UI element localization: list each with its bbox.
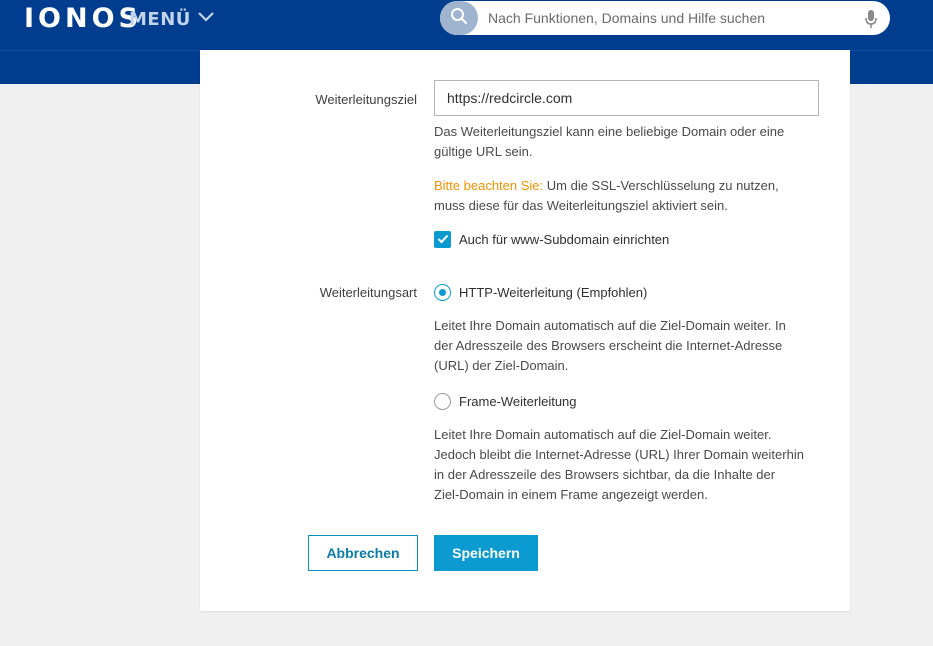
http-forwarding-description	[434, 316, 824, 376]
http-forwarding-label[interactable]: HTTP-Weiterleitung (Empfohlen)	[459, 285, 648, 300]
description-line: Jedoch bleibt die Internet-Adresse (URL) Ihrer Domain weiterhin	[434, 447, 804, 462]
http-forwarding-radio[interactable]	[434, 284, 451, 301]
description-line: Ziel-Domain in einem Frame angezeigt werden.	[434, 487, 708, 502]
ssl-notice	[434, 176, 824, 216]
ssl-notice-text: Um die SSL-Verschlüsselung zu nutzen,	[546, 178, 779, 193]
type-label: Weiterleitungsart	[319, 285, 417, 300]
microphone-icon[interactable]	[864, 9, 878, 29]
frame-forwarding-radio[interactable]	[434, 393, 451, 410]
search-icon	[450, 7, 468, 30]
menu-label: MENÜ	[129, 8, 191, 30]
target-help-line: gültige URL sein.	[434, 144, 533, 159]
target-help-line: Das Weiterleitungsziel kann eine beliebige Domain oder eine	[434, 124, 785, 139]
ssl-notice-line	[434, 176, 824, 196]
description-line: Leitet Ihre Domain automatisch auf die Ziel-Domain weiter.	[434, 427, 772, 442]
target-url-input[interactable]	[434, 80, 819, 116]
search-button[interactable]	[440, 1, 478, 35]
menu-button[interactable]	[129, 6, 215, 32]
search-bar	[440, 1, 890, 35]
ssl-notice-line: muss diese für das Weiterleitungsziel aktiviert sein.	[434, 198, 728, 213]
description-line: (URL) der Ziel-Domain.	[434, 358, 569, 373]
description-line: der Adresszeile des Browsers erscheint die Internet-Adresse	[434, 338, 783, 353]
ionos-logo[interactable]: IONOS	[24, 3, 142, 34]
www-subdomain-label[interactable]: Auch für www-Subdomain einrichten	[459, 232, 670, 247]
www-subdomain-checkbox[interactable]	[434, 231, 451, 248]
description-line: Leitet Ihre Domain automatisch auf die Ziel-Domain weiter. In	[434, 318, 786, 333]
frame-forwarding-label[interactable]: Frame-Weiterleitung	[459, 394, 577, 409]
chevron-down-icon	[197, 10, 215, 28]
frame-forwarding-description	[434, 425, 824, 505]
save-button[interactable]: Speichern	[434, 535, 538, 571]
ssl-notice-key: Bitte beachten Sie:	[434, 178, 544, 193]
description-line: in der Adresszeile des Browsers sichtbar, da die Inhalte der	[434, 467, 776, 482]
target-label: Weiterleitungsziel	[315, 92, 417, 107]
search-input[interactable]	[488, 1, 848, 35]
top-navigation-bar	[0, 0, 933, 50]
cancel-button[interactable]: Abbrechen	[308, 535, 418, 571]
checkmark-icon	[437, 231, 449, 249]
target-help-text	[434, 122, 824, 162]
